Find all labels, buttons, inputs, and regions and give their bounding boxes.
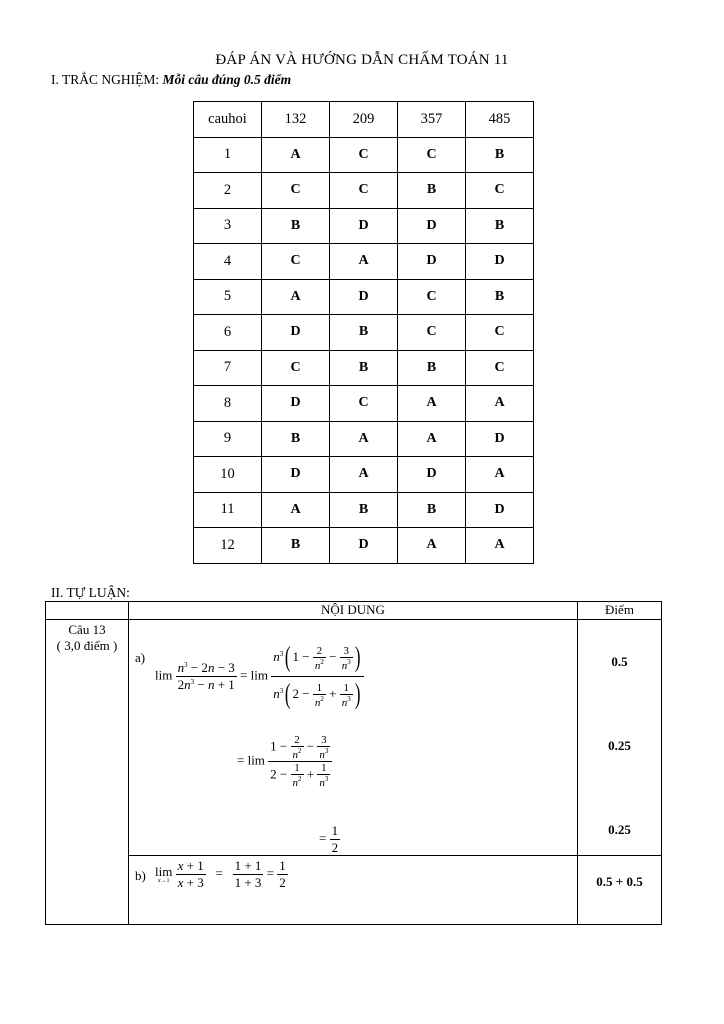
answer-cell: B bbox=[466, 137, 534, 173]
answer-cell: B bbox=[262, 528, 330, 564]
answer-row bbox=[194, 279, 534, 315]
answer-cell: C bbox=[398, 137, 466, 173]
answer-cell: A bbox=[262, 279, 330, 315]
answer-cell: A bbox=[262, 492, 330, 528]
section-2-heading: II. TỰ LUẬN: bbox=[51, 585, 130, 600]
question-number-cell: 9 bbox=[194, 421, 262, 457]
question-number-cell: 10 bbox=[194, 457, 262, 493]
answer-cell: A bbox=[398, 386, 466, 422]
answer-cell: A bbox=[398, 528, 466, 564]
answer-cell: A bbox=[330, 457, 398, 493]
fraction: $\frac{n^3 - 2n - 3}{2n^3 - n + 1}$ bbox=[177, 660, 235, 692]
limit-result: = $\frac{1}{2}$ bbox=[319, 823, 339, 855]
answer-cell: B bbox=[398, 350, 466, 386]
essay-row-b bbox=[46, 855, 662, 924]
score-cell: 0.5 bbox=[611, 654, 628, 669]
header-cell: 209 bbox=[330, 102, 398, 138]
answer-cell: D bbox=[398, 457, 466, 493]
answer-row bbox=[194, 244, 534, 280]
part-a-content bbox=[129, 620, 578, 856]
answer-cell: A bbox=[262, 137, 330, 173]
answer-cell: D bbox=[466, 492, 534, 528]
section-1-label: I. TRẮC NGHIỆM: bbox=[51, 72, 160, 87]
limit-expression-b: lim x→1 $\frac{x + 1}{x + 3}$ = $\frac{1 + 1}{1 + 3}$ = $\frac{1}{2}$ bbox=[155, 857, 286, 890]
answer-cell: D bbox=[330, 528, 398, 564]
answer-row bbox=[194, 386, 534, 422]
fraction: $n^3$( 1 − $\frac{2}{n^2}$ − $\frac{3}{n^3}$ ) $n^3$( 2 − $\frac{1}{n^2}$ + $\frac{1}{n^3}$ ) bbox=[271, 640, 364, 713]
question-number-cell: 12 bbox=[194, 528, 262, 564]
answer-cell: C bbox=[466, 315, 534, 351]
answer-row bbox=[194, 208, 534, 244]
question-number-cell: 11 bbox=[194, 492, 262, 528]
essay-row-a bbox=[46, 620, 662, 856]
answer-cell: C bbox=[262, 350, 330, 386]
header-score: Điểm bbox=[578, 602, 662, 620]
header-cell: 357 bbox=[398, 102, 466, 138]
answer-cell: A bbox=[398, 421, 466, 457]
answer-cell: D bbox=[466, 244, 534, 280]
part-b-content bbox=[129, 855, 578, 924]
part-a-label: a) bbox=[135, 650, 146, 665]
answer-cell: D bbox=[262, 315, 330, 351]
question-number-cell: 8 bbox=[194, 386, 262, 422]
question-cell bbox=[46, 620, 129, 925]
answer-row bbox=[194, 528, 534, 564]
answer-cell: C bbox=[330, 137, 398, 173]
answer-cell: D bbox=[262, 386, 330, 422]
answer-table-header bbox=[194, 102, 534, 138]
answer-cell: B bbox=[330, 315, 398, 351]
header-cell: 132 bbox=[262, 102, 330, 138]
limit-expression-2: = lim 1 − $\frac{2}{n^2}$ − $\frac{3}{n^3}$ 2 − $\frac{1}{n^2}$ + $\frac{1}{n^3}$ bbox=[237, 734, 332, 789]
answer-key-table bbox=[193, 101, 534, 564]
answer-cell: B bbox=[262, 421, 330, 457]
answer-cell: D bbox=[466, 421, 534, 457]
answer-cell: C bbox=[466, 350, 534, 386]
limit-expression-1: lim $\frac{n^3 - 2n - 3}{2n^3 - n + 1}$ = lim $n^3$( 1 − $\frac{2}{n^2}$ − $\frac{3}{n^3}$ ) $n^3$( 2 − $\frac{1}{n^2}$ + $\frac{1}{n^3}$ ) bbox=[155, 640, 364, 713]
question-number-cell: 2 bbox=[194, 173, 262, 209]
answer-cell: A bbox=[466, 528, 534, 564]
question-number-cell: 4 bbox=[194, 244, 262, 280]
answer-cell: D bbox=[330, 279, 398, 315]
answer-cell: A bbox=[330, 244, 398, 280]
answer-cell: C bbox=[330, 173, 398, 209]
fraction: 1 − $\frac{2}{n^2}$ − $\frac{3}{n^3}$ 2 − $\frac{1}{n^2}$ + $\frac{1}{n^3}$ bbox=[268, 734, 332, 789]
question-number-cell: 1 bbox=[194, 137, 262, 173]
answer-cell: A bbox=[330, 421, 398, 457]
answer-cell: B bbox=[330, 350, 398, 386]
answer-cell: C bbox=[330, 386, 398, 422]
header-empty bbox=[46, 602, 129, 620]
question-number-cell: 3 bbox=[194, 208, 262, 244]
answer-row bbox=[194, 350, 534, 386]
part-b-label: b) bbox=[135, 867, 146, 883]
question-number-cell: 5 bbox=[194, 279, 262, 315]
header-content: NỘI DUNG bbox=[129, 602, 578, 620]
answer-row bbox=[194, 492, 534, 528]
essay-table bbox=[45, 601, 662, 925]
answer-cell: C bbox=[262, 244, 330, 280]
score-cell: 0.25 bbox=[608, 738, 631, 753]
answer-cell: B bbox=[466, 208, 534, 244]
answer-cell: D bbox=[398, 208, 466, 244]
answer-cell: C bbox=[262, 173, 330, 209]
answer-cell: B bbox=[262, 208, 330, 244]
question-number-cell: 7 bbox=[194, 350, 262, 386]
answer-cell: D bbox=[398, 244, 466, 280]
answer-cell: A bbox=[466, 457, 534, 493]
section-1-note: Mỗi câu đúng 0.5 điểm bbox=[162, 72, 292, 87]
answer-cell: B bbox=[466, 279, 534, 315]
header-cell: 485 bbox=[466, 102, 534, 138]
essay-table-header bbox=[46, 602, 662, 620]
answer-cell: C bbox=[398, 279, 466, 315]
page-title: ĐÁP ÁN VÀ HƯỚNG DẪN CHẤM TOÁN 11 bbox=[215, 52, 509, 68]
header-cell: cauhoi bbox=[194, 102, 262, 138]
answer-row bbox=[194, 315, 534, 351]
part-a-scores bbox=[578, 620, 662, 856]
answer-row bbox=[194, 173, 534, 209]
question-number-cell: 6 bbox=[194, 315, 262, 351]
answer-cell: B bbox=[330, 492, 398, 528]
part-b-score bbox=[578, 855, 662, 924]
answer-row bbox=[194, 457, 534, 493]
answer-row bbox=[194, 137, 534, 173]
answer-cell: B bbox=[398, 492, 466, 528]
question-points: ( 3,0 điểm ) bbox=[56, 638, 118, 653]
section-1-heading bbox=[51, 72, 291, 88]
answer-cell: C bbox=[398, 315, 466, 351]
score-cell: 0.25 bbox=[608, 822, 631, 837]
answer-cell: C bbox=[466, 173, 534, 209]
answer-row bbox=[194, 421, 534, 457]
answer-cell: B bbox=[398, 173, 466, 209]
question-label: Câu 13 bbox=[68, 622, 106, 637]
score-cell: 0.5 + 0.5 bbox=[596, 873, 643, 889]
answer-cell: A bbox=[466, 386, 534, 422]
answer-cell: D bbox=[330, 208, 398, 244]
answer-cell: D bbox=[262, 457, 330, 493]
